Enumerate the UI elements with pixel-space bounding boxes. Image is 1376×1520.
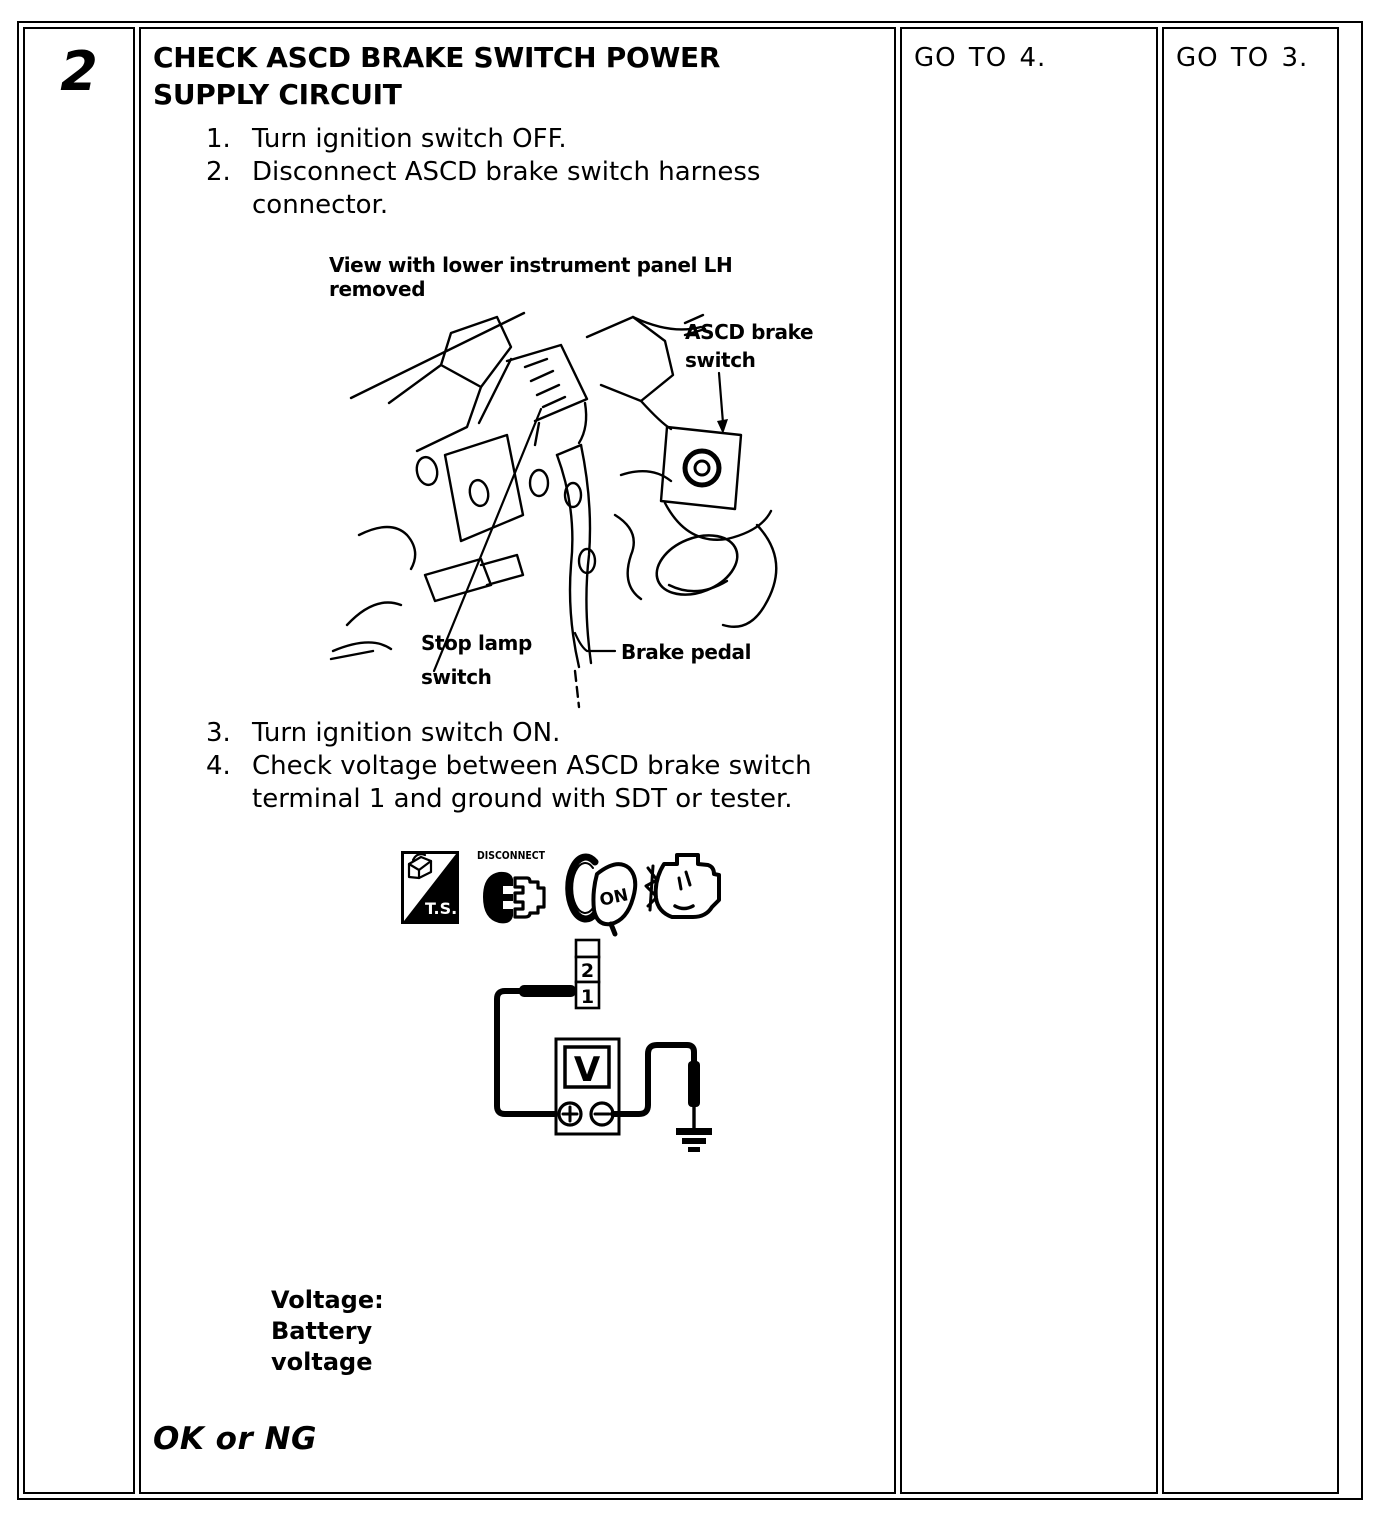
pedal-pad	[648, 524, 746, 606]
meter-figure	[491, 934, 719, 1173]
procedure-icons	[399, 846, 724, 942]
procedure-title	[153, 39, 720, 113]
voltage-spec-line1: Voltage:	[271, 1286, 384, 1314]
step-1-number: 1.	[206, 124, 231, 154]
terminal-1-label: 1	[580, 986, 595, 1008]
voltage-spec	[271, 1285, 384, 1378]
step-4-text	[252, 750, 812, 816]
procedure-title-line2: SUPPLY CIRCUIT	[153, 78, 402, 111]
step-1-line1: Turn ignition switch OFF.	[252, 124, 567, 154]
terminal-2-label: 2	[580, 960, 595, 982]
step-4-line1: Check voltage between ASCD brake switch	[252, 751, 812, 781]
label-brake-pedal: Brake pedal	[621, 640, 752, 664]
ground-symbol	[676, 1128, 712, 1152]
step-2-text	[252, 156, 760, 222]
step-4-number: 4.	[206, 751, 231, 781]
ng-action-text: GO TO 3.	[1176, 43, 1309, 73]
label-ascd-brake-line2: switch	[685, 348, 756, 372]
ok-action-cell	[900, 27, 1158, 1494]
ascd-switch-ring	[685, 451, 719, 485]
step-2-number: 2.	[206, 157, 231, 187]
step-number-cell	[23, 27, 135, 1494]
procedure-title-line1: CHECK ASCD BRAKE SWITCH POWER	[153, 41, 721, 74]
procedure-cell	[139, 27, 896, 1494]
voltmeter-letter: V	[573, 1050, 601, 1090]
ascd-leader-line	[719, 373, 723, 423]
step-number: 2	[60, 40, 98, 103]
label-ascd-brake-line1: ASCD brake	[685, 320, 814, 344]
brake-pedal-leader-line	[575, 633, 615, 651]
positive-probe	[519, 985, 576, 997]
step-3-text	[252, 717, 560, 750]
pedal-illustration	[329, 303, 821, 718]
step-2-line1: Disconnect ASCD brake switch harness	[252, 157, 761, 187]
ts-label: T.S.	[425, 899, 458, 918]
step-item-2	[206, 156, 760, 222]
ignition-on-icon	[569, 857, 636, 934]
disconnect-label: DISCONNECT	[477, 849, 546, 862]
step-2-line2: connector.	[252, 190, 389, 220]
negative-wire	[613, 1045, 694, 1114]
diagnostic-table-row	[17, 21, 1363, 1500]
connector-icon	[646, 855, 719, 917]
ts-tester-icon	[403, 853, 458, 923]
ng-action-cell	[1162, 27, 1339, 1494]
label-stop-lamp-line2: switch	[421, 665, 492, 689]
step-1-text	[252, 123, 567, 156]
step-item-4	[206, 750, 812, 816]
ok-action-text: GO TO 4.	[914, 43, 1047, 73]
step-3-number: 3.	[206, 718, 231, 748]
negative-probe	[688, 1061, 700, 1107]
ignition-on-label: ON	[597, 885, 631, 911]
step-item-3	[206, 717, 812, 750]
steps-3-4	[206, 717, 812, 816]
pedal-figure-caption: View with lower instrument panel LH removed	[329, 253, 733, 301]
voltmeter	[556, 1039, 619, 1134]
meter-diagram	[491, 934, 719, 1169]
result-label: OK or NG	[153, 1421, 317, 1457]
disconnect-icon	[477, 849, 545, 923]
voltage-spec-line3: voltage	[271, 1348, 373, 1376]
positive-wire	[497, 991, 557, 1114]
step-3-line1: Turn ignition switch ON.	[252, 718, 561, 748]
voltage-spec-line2: Battery	[271, 1317, 373, 1345]
step-item-1	[206, 123, 760, 156]
terminal-block	[576, 940, 599, 1008]
step-4-line2: terminal 1 and ground with SDT or tester.	[252, 784, 793, 814]
icons-strip	[399, 846, 724, 938]
steps-1-2	[206, 123, 760, 222]
ascd-switch-body	[661, 427, 741, 509]
pedal-figure	[329, 253, 829, 718]
label-stop-lamp-line1: Stop lamp	[421, 631, 532, 655]
